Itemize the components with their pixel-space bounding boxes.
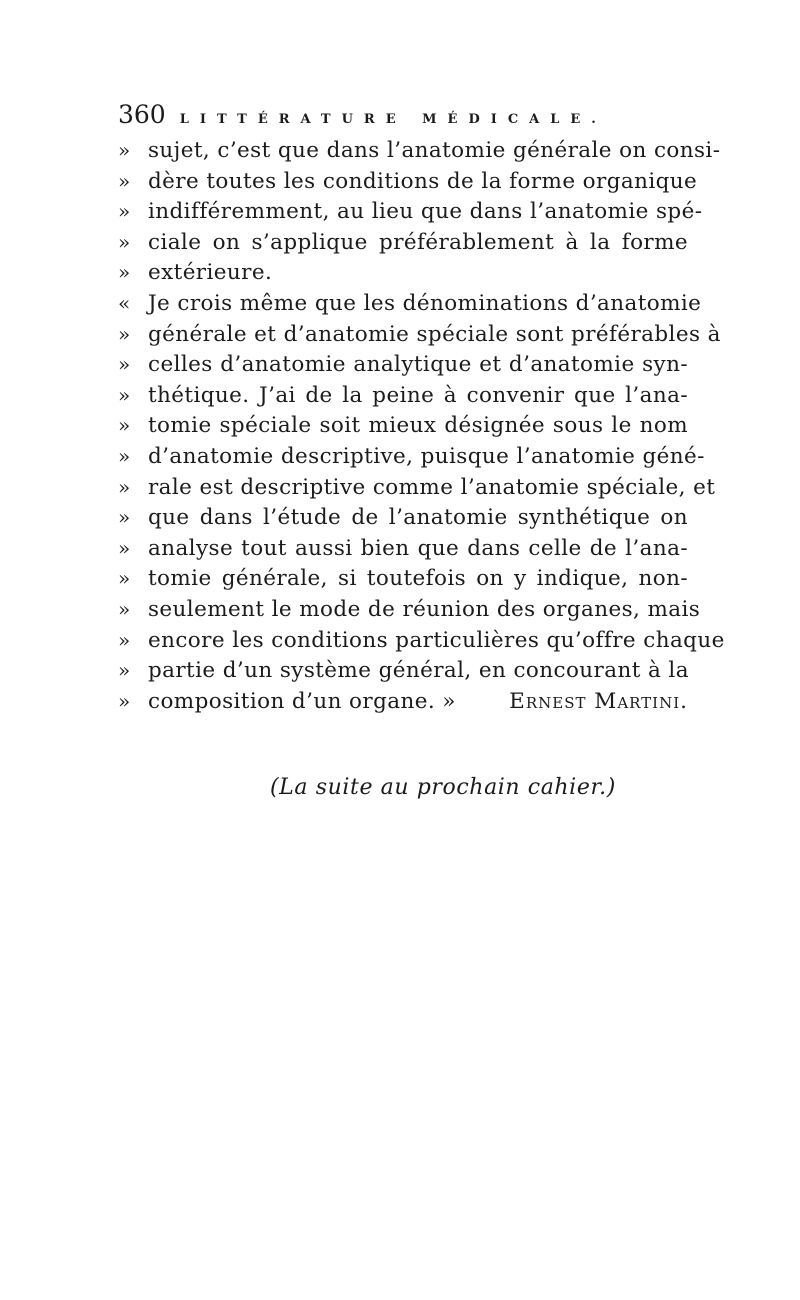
text-line — [118, 689, 688, 720]
body-text — [118, 138, 725, 719]
text-line — [118, 383, 688, 414]
author-signature: Ernest Martini. — [509, 688, 688, 714]
line-text: encore les conditions particulières qu’offre chaque — [148, 627, 725, 653]
line-text: celles d’anatomie analytique et d’anatomie syn- — [148, 352, 688, 378]
text-line — [118, 321, 721, 353]
line-text: que dans l’étude de l’anatomie synthétique on — [148, 505, 688, 531]
guillemet-mark: » — [118, 688, 131, 713]
guillemet-mark: » — [118, 505, 131, 530]
text-line — [118, 474, 716, 506]
line-text: partie d’un système général, en concourant à la — [148, 658, 689, 684]
text-line — [118, 536, 688, 567]
line-text: générale et d’anatomie spéciale sont préférables à — [148, 321, 721, 347]
text-line — [118, 230, 688, 261]
guillemet-mark: » — [118, 382, 131, 407]
text-line — [118, 566, 688, 597]
line-text: ciale on s’applique préférablement à la forme — [148, 229, 688, 255]
line-text: extérieure. — [148, 260, 273, 286]
line-text: thétique. J’ai de la peine à convenir que l’ana- — [148, 382, 688, 408]
text-line — [118, 168, 698, 200]
line-text: tomie générale, si toutefois on y indique, non- — [148, 566, 688, 592]
text-line — [118, 138, 721, 169]
guillemet-mark: » — [118, 596, 131, 621]
line-text: rale est descriptive comme l’anatomie spéciale, et — [148, 474, 716, 500]
guillemet-mark: » — [118, 627, 131, 652]
line-text: sujet, c’est que dans l’anatomie générale on consi- — [148, 138, 721, 163]
text-line — [118, 260, 688, 291]
guillemet-mark: » — [118, 199, 131, 224]
text-line — [118, 290, 702, 322]
guillemet-mark: » — [118, 321, 131, 346]
guillemet-mark: » — [118, 260, 131, 285]
line-text-final — [148, 689, 688, 714]
line-text: dère toutes les conditions de la forme organique — [148, 168, 698, 194]
text-line — [118, 413, 688, 444]
guillemet-mark: » — [118, 443, 131, 468]
guillemet-mark: » — [118, 352, 131, 377]
guillemet-mark: » — [118, 658, 131, 683]
line-text: d’anatomie descriptive, puisque l’anatomie géné- — [148, 443, 705, 469]
guillemet-mark: « — [118, 290, 131, 315]
page-header — [118, 100, 678, 134]
guillemet-mark: » — [118, 138, 131, 162]
guillemet-mark: » — [118, 474, 131, 499]
line-text: indifféremment, au lieu que dans l’anatomie spé- — [148, 199, 703, 225]
line-text: seulement le mode de réunion des organes, mais — [148, 596, 701, 622]
text-line — [118, 596, 701, 628]
guillemet-mark: » — [118, 566, 131, 591]
line-text: Je crois même que les dénominations d’anatomie — [148, 290, 702, 316]
text-line — [118, 352, 688, 383]
page-number: 360 — [118, 100, 166, 129]
guillemet-mark: » — [118, 229, 131, 254]
guillemet-mark: » — [118, 535, 131, 560]
text-line — [118, 627, 725, 659]
running-title: LITTÉRATURE MÉDICALE. — [179, 112, 607, 127]
line-text: analyse tout aussi bien que dans celle de l’ana- — [148, 535, 688, 561]
continuation-note: (La suite au prochain cahier.) — [270, 775, 616, 800]
text-line — [118, 199, 703, 230]
text-line — [118, 658, 688, 689]
guillemet-mark: » — [118, 413, 131, 438]
closing-sentence: composition d’un organe. » — [148, 688, 456, 714]
text-line — [118, 505, 688, 536]
guillemet-mark: » — [118, 168, 131, 193]
line-text: tomie spéciale soit mieux désignée sous le nom — [148, 413, 688, 439]
text-line — [118, 443, 705, 475]
